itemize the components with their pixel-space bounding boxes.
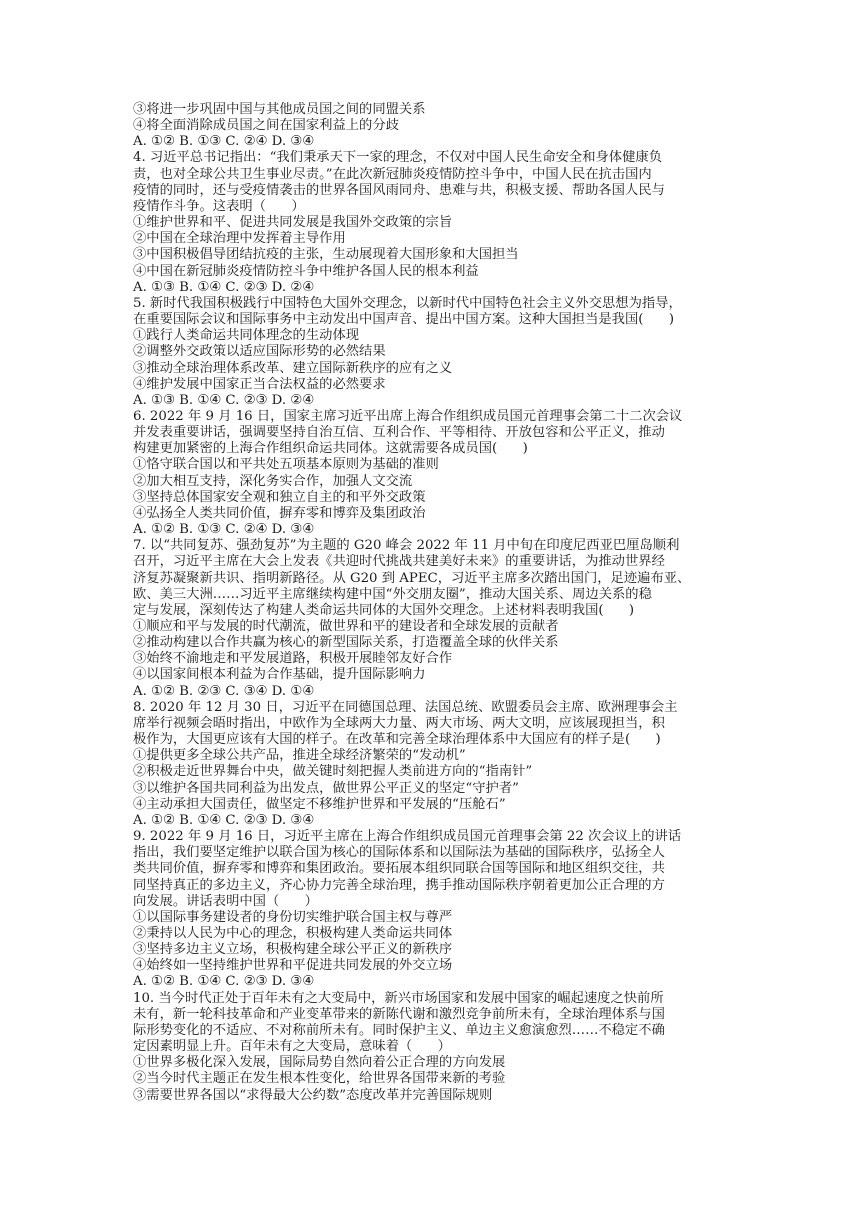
text-line: ①践行人类命运共同体理念的生动体现 [133, 328, 360, 344]
text-line: ②积极走近世界舞台中央，做关键时刻把握人类前进方向的“指南针” [133, 764, 533, 780]
text-line: 疫情作斗争。这表明（ ） [133, 198, 305, 214]
text-line: 同坚持真正的多边主义，齐心协力完善全球治理，携手推动国际秩序朝着更加公正合理的方 [133, 877, 665, 893]
text-line: 疫情的同时，还与受疫情袭击的世界各国风雨同舟、患难与共，积极支援、帮助各国人民与 [133, 182, 665, 198]
text-line: ③需要世界各国以“求得最大公约数”态度改革并完善国际规则 [133, 1087, 493, 1103]
text-line: ④中国在新冠肺炎疫情防控斗争中维护各国人民的根本利益 [133, 263, 479, 279]
text-line: ②中国在全球治理中发挥着主导作用 [133, 231, 346, 247]
text-line: ①世界多极化深入发展，国际局势自然向着公正合理的方向发展 [133, 1055, 506, 1071]
text-line: 定因素明显上升。百年未有之大变局，意味着（ ） [133, 1039, 451, 1055]
text-line: ①提供更多全球公共产品，推进全球经济繁荣的“发动机” [133, 748, 466, 764]
text-line: 责，也对全球公共卫生事业尽责。”在此次新冠肺炎疫情防控斗争中，中国人民在抗击国内 [133, 166, 652, 182]
text-line: ①顺应和平与发展的时代潮流，做世界和平的建设者和全球发展的贡献者 [133, 619, 559, 634]
text-line: 构建更加紧密的上海合作组织命运共同体。这就需要各成员国( ) [133, 441, 528, 457]
text-line: ①以国际事务建设者的身份切实维护联合国主权与尊严 [133, 909, 453, 925]
text-line: 指出，我们要坚定维护以联合国为核心的国际体系和以国际法为基础的国际秩序，弘扬全人 [133, 845, 665, 861]
text-line: ④将全面消除成员国之间在国家利益上的分歧 [133, 118, 399, 134]
text-line: 9. 2022 年 9 月 16 日，习近平主席在上海合作组织成员国元首理事会第 22 次会议上的讲话 [133, 829, 682, 845]
text-line: 在重要国际会议和国际事务中主动发出中国声音、提出中国方案。这种大国担当是我国( ) [133, 312, 675, 328]
text-line: ①维护世界和平、促进共同发展是我国外交政策的宗旨 [133, 215, 453, 231]
text-line: A. ①③ B. ①④ C. ②③ D. ②④ [133, 392, 315, 408]
text-line: 召开，习近平主席在大会上发表《共迎时代挑战共建美好未来》的重要讲话，为推动世界经 [133, 554, 665, 570]
text-line: 欧、美三大洲……习近平主席继续构建中国“外交朋友圈”，推动大国关系、周边关系的稳 [133, 586, 652, 602]
text-line: ③始终不渝地走和平发展道路，积极开展睦邻友好合作 [133, 651, 453, 667]
text-line: ②当今时代主题正在发生根本性变化，给世界各国带来新的考验 [133, 1071, 506, 1087]
text-line: ④维护发展中国家正当合法权益的必然要求 [133, 376, 386, 392]
text-line: ②秉持以人民为中心的理念，积极构建人类命运共同体 [133, 925, 453, 941]
text-line: 极作为，大国更应该有大国的样子。在改革和完善全球治理体系中大国应有的样子是( ) [133, 732, 661, 748]
document-page [133, 102, 733, 1104]
text-line: A. ①② B. ①④ C. ②③ D. ③④ [133, 974, 315, 990]
text-line: ③将进一步巩固中国与其他成员国之间的同盟关系 [133, 102, 426, 117]
text-line: 8. 2020 年 12 月 30 日，习近平在同德国总理、法国总统、欧盟委员会主席、欧洲理事会主 [133, 699, 678, 715]
text-line: ③以维护各国共同利益为出发点，做世界公平正义的坚定“守护者” [133, 780, 519, 796]
text-line: ③坚持多边主义立场，积极构建全球公平正义的新秩序 [133, 942, 453, 958]
text-line: ②推动构建以合作共赢为核心的新型国际关系，打造覆盖全球的伙伴关系 [133, 635, 559, 651]
text-line: ③推动全球治理体系改革、建立国际新秩序的应有之义 [133, 360, 453, 376]
text-line: 济复苏凝聚新共识、指明新路径。从 G20 到 APEC，习近平主席多次踏出国门，足迹遍布亚、 [133, 570, 691, 586]
text-line: 定与发展，深刻传达了构建人类命运共同体的大国外交理念。上述材料表明我国( ) [133, 602, 635, 618]
text-line: ④以国家间根本利益为合作基础，提升国际影响力 [133, 667, 426, 683]
text-line: 际形势变化的不适应、不对称前所未有。同时保护主义、单边主义愈演愈烈……不稳定不确 [133, 1022, 665, 1038]
text-line: 席举行视频会晤时指出，中欧作为全球两大力量、两大市场、两大文明，应该展现担当，积 [133, 715, 665, 731]
text-line: ③中国积极倡导团结抗疫的主张，生动展现着大国形象和大国担当 [133, 247, 519, 263]
text-line: 并发表重要讲话，强调要坚持自治互信、互利合作、平等相待、开放包容和公平正义，推动 [133, 425, 665, 441]
text-line: 向发展。讲话表明中国（ ） [133, 893, 318, 909]
text-line: 7. 以“共同复苏、强劲复苏”为主题的 G20 峰会 2022 年 11 月中旬在印度尼西亚巴厘岛顺利 [133, 538, 680, 554]
text-line: ④始终如一坚持维护世界和平促进共同发展的外交立场 [133, 958, 453, 974]
text-line: 4. 习近平总书记指出：“我们秉承天下一家的理念，不仅对中国人民生命安全和身体健康负 [133, 150, 662, 166]
text-line: A. ①③ B. ①④ C. ②③ D. ②④ [133, 279, 315, 295]
text-line: 未有，新一轮科技革命和产业变革带来的新陈代谢和激烈竞争前所未有，全球治理体系与国 [133, 1006, 665, 1022]
text-line: A. ①② B. ①③ C. ②④ D. ③④ [133, 134, 315, 150]
text-line: 类共同价值，摒弃零和博弈和集团政治。要拓展本组织同联合国等国际和地区组织交往，共 [133, 861, 665, 877]
text-line: 5. 新时代我国积极践行中国特色大国外交理念，以新时代中国特色社会主义外交思想为指导， [133, 295, 682, 311]
text-line: ②调整外交政策以适应国际形势的必然结果 [133, 344, 386, 360]
text-line: A. ①② B. ①③ C. ②④ D. ③④ [133, 522, 315, 538]
text-line: ①恪守联合国以和平共处五项基本原则为基础的准则 [133, 457, 439, 473]
text-line: ③坚持总体国家安全观和独立自主的和平外交政策 [133, 489, 426, 505]
text-line: 6. 2022 年 9 月 16 日，国家主席习近平出席上海合作组织成员国元首理事会第二十二次会议 [133, 408, 683, 424]
text-line: ④主动承担大国责任，做坚定不移维护世界和平发展的“压舱石” [133, 796, 506, 812]
text-line: A. ①② B. ①④ C. ②③ D. ③④ [133, 812, 315, 828]
text-line: A. ①② B. ②③ C. ③④ D. ①④ [133, 683, 315, 699]
text-line: 10. 当今时代正处于百年未有之大变局中，新兴市场国家和发展中国家的崛起速度之快前所 [133, 990, 664, 1006]
text-line: ④弘扬全人类共同价值，摒弃零和博弈及集团政治 [133, 505, 426, 521]
text-line: ②加大相互支持，深化务实合作，加强人文交流 [133, 473, 413, 489]
